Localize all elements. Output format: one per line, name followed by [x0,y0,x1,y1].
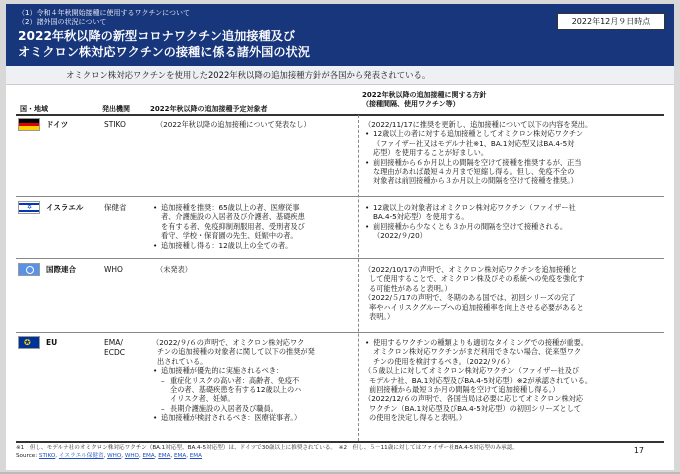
agency-israel: 保健省 [104,203,127,212]
text-line: • 使用するワクチンの種類よりも適切なタイミングでの接種が重要。 [364,338,592,347]
planned-israel [152,203,305,250]
column-header-agency: 発出機関 [102,105,130,113]
text-line: （2022年秋以降の追加接種について発表なし） [156,120,311,129]
text-line: • 追加接種を推奨：65歳以上の者、医療従事 [152,203,305,212]
source-link-stiko[interactable]: STIKO [38,453,56,459]
column-separator [358,115,359,441]
source-link-israel-moh[interactable]: イスラエル保健省 [58,453,104,459]
planned-germany [156,120,311,129]
column-header-planned: 2022年秋以降の追加接種予定対象者 [150,105,268,113]
text-line: 応型）を使用することが好ましい。 [373,148,489,158]
text-line: （2022/10/17の声明で、オミクロン株対応ワクチンを追加接種と [364,265,578,274]
planned-who [156,265,192,274]
header-divider [16,114,664,116]
policy-who [364,265,584,321]
country-name-israel: イスラエル [46,203,84,212]
source-link-ema[interactable]: EMA [158,453,171,459]
country-name-un: 国際連合 [46,265,76,274]
agency-eu [104,338,125,357]
text-line: 表明。） [369,312,395,322]
planned-eu [152,338,315,423]
text-line: の使用を決定し得ると表明。） [369,413,467,423]
text-line: （2022/９/20） [373,231,427,241]
page-title-line-1: 2022年秋以降の新型コロナワクチン追加接種及び [18,29,296,43]
text-line: （2022/12/６の声明で、各国当局は必要に応じてオミクロン株対応 [364,394,584,404]
title-banner [6,4,674,66]
section-subtitle-1: （1）令和４年秋開始接種に使用するワクチンについて [18,9,190,17]
source-label: Source: [16,453,38,459]
text-line: 者、介護施設の入居者及び介護者、基礎疾患 [161,212,305,222]
text-line: • 前回接種から少なくとも３か月の間隔を空けて接種される。 [364,222,576,231]
text-line: （2022/９/６の声明で、オミクロン株対応ワク [152,338,305,347]
date-badge: 2022年12月９日時点 [557,13,665,30]
lead-sentence: オミクロン株対応ワクチンを使用した2022年秋以降の追加接種方針が各国から発表されている。 [6,66,674,85]
text-line: – 重症化リスクの高い者：高齢者、免疫不 [152,376,315,385]
text-line: （ファイザー社又はモデルナ社※1、BA.1対応型又はBA.4-5対 [373,138,575,148]
text-line: る可能性があると表明。） [369,283,452,293]
source-link-ema[interactable]: EMA [189,453,202,459]
text-line: を有する者、免疫抑制剤服用者、受刑者及び [161,221,305,231]
text-line: チンの使用を検討するべき。（2022/９/６） [373,356,515,366]
text-line: 対象者は前回接種から３か月以上の間隔を空けて接種を推奨。） [373,176,578,186]
text-line: 全の者、基礎疾患を有する12歳以上のハ [170,385,302,395]
text-line: 率やハイリスクグループへの追加接種率を向上させる必要があると [369,302,584,312]
agency-who: WHO [104,265,123,274]
text-line: モデルナ社、BA.1対応型及びBA.4-5対応型）※2が承認されている。 [369,375,593,385]
source-link-who[interactable]: WHO [124,453,139,459]
eu-flag-icon: ✪ [18,336,40,349]
row-divider [16,196,664,197]
text-line: EMA/ [104,338,123,347]
un-flag-icon [18,263,40,276]
text-line: 看守、学校・保育園の先生、妊娠中の者。 [161,231,298,241]
page-number: 17 [633,446,644,455]
text-line: オミクロン株対応ワクチンがまだ利用できない場合、従来型ワク [373,347,582,357]
germany-flag-icon [18,118,40,131]
country-name-germany: ドイツ [46,120,69,129]
text-line: • 追加接種が優先的に実施されるべき： [152,366,315,375]
policy-germany [364,120,592,186]
text-line: • 12歳以上の者に対する追加接種としてオミクロン株対応ワクチン [364,129,592,138]
text-line: して使用することで、オミクロン株及びその系統への免疫を強化す [369,274,585,284]
row-divider [16,258,664,259]
source-link-ema[interactable]: EMA [142,453,155,459]
row-divider [16,332,664,333]
text-line: ワクチン（BA.1対応型及びBA.4-5対応型）の初回シリーズとして [369,403,582,413]
section-subtitle-2: （2）諸外国の状況について [18,18,107,26]
source-link-ema[interactable]: EMA [174,453,187,459]
text-line: ECDC [104,347,125,357]
text-line: • 12歳以上の対象者はオミクロン株対応ワクチン（ファイザー社 [364,203,576,212]
country-name-eu: EU [46,338,58,347]
text-line: （2022/11/17に推奨を更新し、追加接種について以下の内容を発出。 [364,120,593,129]
agency-germany: STIKO [104,120,126,129]
source-line: Source: STIKO, イスラエル保健省, WHO, WHO, EMA, EMA, EMA, EMA [16,453,202,459]
column-header-policy-sub: （接種間隔、使用ワクチン等） [362,100,460,108]
text-line: • 追加接種が検討されるべき：医療従事者。） [152,413,315,422]
text-line: チンの追加接種の対象者に関して以下の推奨が発 [157,347,315,357]
slide [6,4,674,470]
text-line: イリスク者、妊婦。 [170,394,235,404]
text-line: （未発表） [156,265,192,274]
column-header-country: 国・地域 [20,105,48,113]
source-link-who[interactable]: WHO [107,453,122,459]
text-line: • 追加接種し得る：12歳以上の全ての者。 [152,241,305,250]
footnote: ※1 但し、モデルナ社のオミクロン株対応ワクチン（BA.1対応型、BA.4-5対応型）は、ドイツで30歳以上に推奨されている。 ※2 但し、５－11歳に対してはファイザー社BA.4-5対応型のみ承認。 [16,445,518,451]
text-line: （５歳以上に対してオミクロン株対応ワクチン（ファイザー社及び [364,366,580,376]
text-line: • 前回接種から６か月以上の間隔を空けて接種を推奨するが、正当 [364,158,592,167]
text-line: BA.4-5対応型）を使用する。 [373,212,469,222]
policy-eu [364,338,592,423]
text-line: （2022/５/17の声明で、冬期のある国では、初回シリーズの完了 [364,293,576,303]
page-title-line-2: オミクロン株対応ワクチンの接種に係る諸外国の状況 [18,45,310,59]
text-line: 前回接種から最短３か月の間隔を空けて追加接種し得る。） [369,385,560,395]
column-header-policy: 2022年秋以降の追加接種に関する方針 [362,91,487,99]
text-line: 出されている。 [157,356,208,366]
text-line: – 長期介護施設の入居者及び職員。 [152,404,315,413]
israel-flag-icon: ✡ [18,201,40,214]
text-line: な理由があれば最短４カ月まで短縮し得る。但し、免疫不全の [373,167,575,177]
policy-israel [364,203,576,241]
table-bottom-border [16,441,664,443]
